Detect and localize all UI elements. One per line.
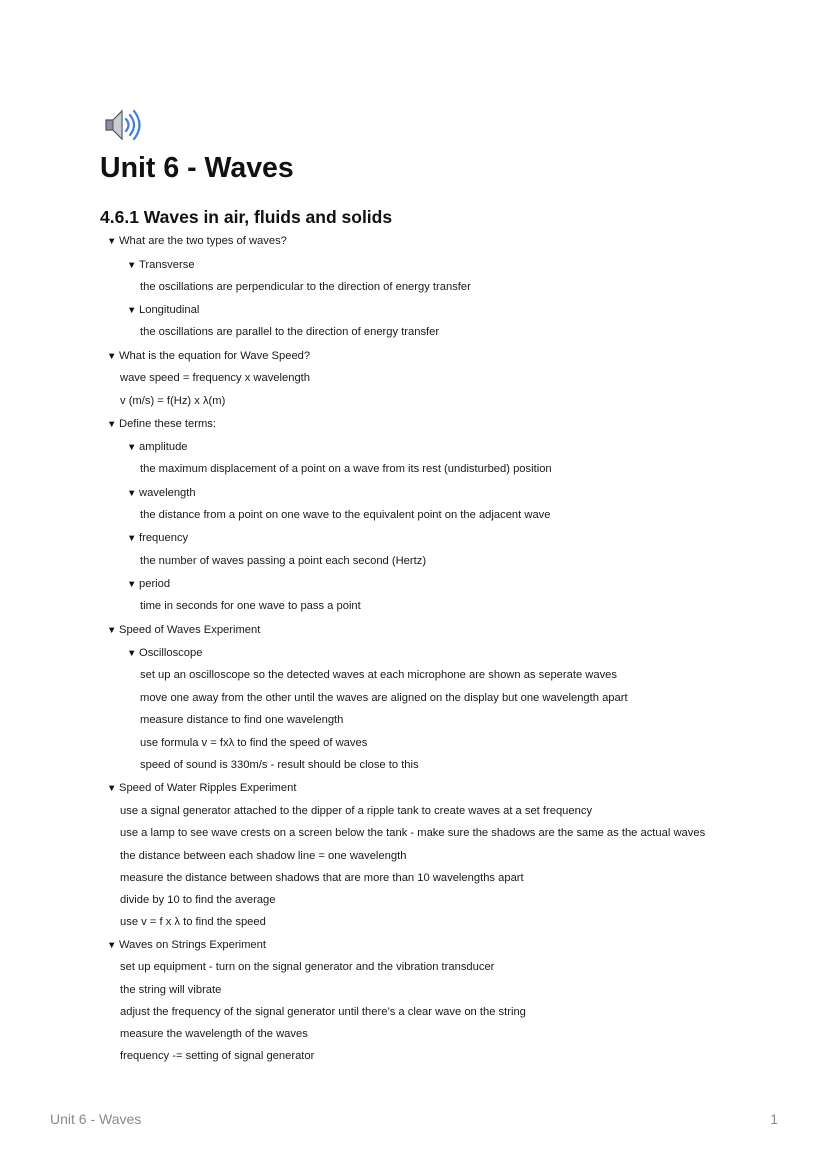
toggle-define-terms[interactable] bbox=[107, 417, 216, 432]
toggle-wave-speed-equation[interactable] bbox=[107, 349, 310, 364]
toggle-label: What are the two types of waves? bbox=[119, 235, 287, 247]
toggle-label: amplitude bbox=[139, 441, 188, 453]
toggle-triangle-icon: ▼ bbox=[127, 533, 137, 544]
answer-text: the oscillations are parallel to the direction of energy transfer bbox=[140, 326, 440, 338]
answer-text: the distance from a point on one wave to the equivalent point on the adjacent wave bbox=[140, 509, 551, 521]
step-text: use a signal generator attached to the dipper of a ripple tank to create waves at a set frequency bbox=[120, 805, 593, 817]
step-text: use formula v = fxλ to find the speed of waves bbox=[140, 737, 368, 749]
toggle-triangle-icon: ▼ bbox=[127, 648, 137, 659]
answer-text: v (m/s) = f(Hz) x λ(m) bbox=[120, 395, 226, 407]
answer-text: time in seconds for one wave to pass a point bbox=[140, 600, 361, 612]
toggle-triangle-icon: ▼ bbox=[107, 940, 117, 951]
toggle-label: frequency bbox=[139, 532, 189, 544]
toggle-types-of-waves[interactable] bbox=[107, 234, 287, 249]
step-text: adjust the frequency of the signal generator until there’s a clear wave on the string bbox=[120, 1006, 526, 1018]
section-heading: 4.6.1 Waves in air, fluids and solids bbox=[100, 207, 393, 227]
answer-text: the number of waves passing a point each second (Hertz) bbox=[140, 555, 427, 567]
answer-text: the oscillations are perpendicular to the direction of energy transfer bbox=[140, 281, 471, 293]
step-text: measure distance to find one wavelength bbox=[140, 714, 344, 726]
step-text: set up an oscilloscope so the detected waves at each microphone are shown as seperate waves bbox=[140, 669, 617, 681]
toggle-triangle-icon: ▼ bbox=[107, 419, 117, 430]
page-title: Unit 6 - Waves bbox=[100, 152, 294, 184]
step-text: move one away from the other until the waves are aligned on the display but one wavelength apart bbox=[140, 692, 628, 704]
toggle-triangle-icon: ▼ bbox=[107, 236, 117, 247]
toggle-triangle-icon: ▼ bbox=[127, 579, 137, 590]
page-number: 1 bbox=[770, 1111, 778, 1127]
toggle-frequency[interactable] bbox=[127, 531, 188, 546]
toggle-water-ripples-experiment[interactable] bbox=[107, 781, 296, 796]
toggle-label: Waves on Strings Experiment bbox=[119, 939, 266, 951]
toggle-label: Speed of Waves Experiment bbox=[119, 624, 261, 636]
step-text: the string will vibrate bbox=[120, 984, 222, 996]
step-text: speed of sound is 330m/s - result should be close to this bbox=[140, 759, 419, 771]
toggle-triangle-icon: ▼ bbox=[127, 488, 137, 499]
toggle-oscilloscope[interactable] bbox=[127, 646, 202, 661]
toggle-longitudinal[interactable] bbox=[127, 303, 199, 318]
toggle-speed-of-waves-experiment[interactable] bbox=[107, 623, 260, 638]
step-text: divide by 10 to find the average bbox=[120, 894, 276, 906]
toggle-triangle-icon: ▼ bbox=[107, 351, 117, 362]
toggle-label: What is the equation for Wave Speed? bbox=[119, 350, 311, 362]
step-text: use v = f x λ to find the speed bbox=[120, 916, 266, 928]
toggle-amplitude[interactable] bbox=[127, 440, 188, 455]
answer-text: the maximum displacement of a point on a wave from its rest (undisturbed) position bbox=[140, 463, 552, 475]
step-text: frequency -= setting of signal generator bbox=[120, 1050, 315, 1062]
toggle-waves-on-strings-experiment[interactable] bbox=[107, 938, 266, 953]
toggle-triangle-icon: ▼ bbox=[127, 305, 137, 316]
toggle-label: period bbox=[139, 578, 171, 590]
toggle-triangle-icon: ▼ bbox=[107, 783, 117, 794]
toggle-label: Transverse bbox=[139, 259, 195, 271]
toggle-triangle-icon: ▼ bbox=[127, 442, 137, 453]
answer-text: wave speed = frequency x wavelength bbox=[120, 372, 310, 384]
step-text: the distance between each shadow line = one wavelength bbox=[120, 850, 407, 862]
toggle-triangle-icon: ▼ bbox=[127, 260, 137, 271]
toggle-wavelength[interactable] bbox=[127, 486, 196, 501]
speaker-icon bbox=[100, 104, 142, 146]
toggle-label: Oscilloscope bbox=[139, 647, 203, 659]
toggle-label: Speed of Water Ripples Experiment bbox=[119, 782, 297, 794]
step-text: use a lamp to see wave crests on a screen below the tank - make sure the shadows are the same as the actual waves bbox=[120, 827, 706, 839]
toggle-label: Longitudinal bbox=[139, 304, 200, 316]
step-text: measure the distance between shadows that are more than 10 wavelengths apart bbox=[120, 872, 524, 884]
toggle-triangle-icon: ▼ bbox=[107, 625, 117, 636]
footer-title: Unit 6 - Waves bbox=[50, 1111, 142, 1127]
toggle-label: wavelength bbox=[139, 487, 196, 499]
step-text: measure the wavelength of the waves bbox=[120, 1028, 308, 1040]
toggle-label: Define these terms: bbox=[119, 418, 217, 430]
toggle-period[interactable] bbox=[127, 577, 170, 592]
step-text: set up equipment - turn on the signal generator and the vibration transducer bbox=[120, 961, 495, 973]
toggle-transverse[interactable] bbox=[127, 258, 195, 273]
